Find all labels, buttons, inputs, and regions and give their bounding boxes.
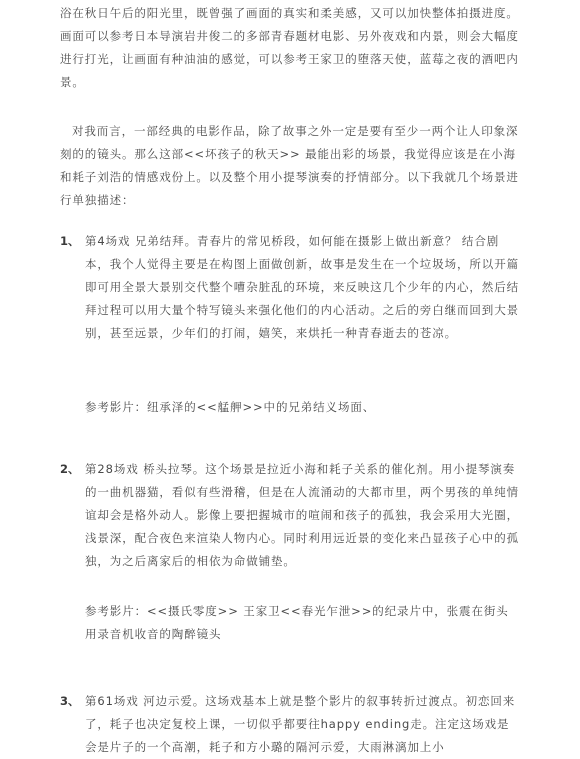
scene-reference: 参考影片：<<摄氏零度>> 王家卫<<春光乍泄>>的纪录片中，张震在街头用录音机收音的陶醉镜头 bbox=[85, 604, 509, 641]
scene-number: 3、 bbox=[60, 694, 80, 708]
opinion-paragraph: 对我而言，一部经典的电影作品，除了故事之外一定是要有至少一两个让人印象深刻的的镜头。那么这部<<坏孩子的秋天>> 最能出彩的场景，我觉得应该是在小海和耗子刘浩的情感戏份上。以及整个用小提琴演奏的抒情部分。以下我就几个场景进行单独描述： bbox=[60, 124, 519, 207]
scene-description: 第4场戏 兄弟结拜。青春片的常见桥段，如何能在摄影上做出新意？ 结合剧本，我个人觉得主要是在构图上面做创新，故事是发生在一个垃圾场，所以开篇即可用全景大景别交代整个嘈杂脏乱的环境，来反映这几个少年的内心，然后结拜过程可以用大量个特写镜头来强化他们的内心活动。之后的旁白继而回到大景别，甚至远景，少年们的打闹，嬉笑，来烘托一种青春逝去的苍凉。 bbox=[85, 234, 519, 340]
scene-number: 2、 bbox=[60, 462, 80, 476]
scene-description: 第28场戏 桥头拉琴。这个场景是拉近小海和耗子关系的催化剂。用小提琴演奏的一曲机器猫，看似有些滑稽，但是在人流涌动的大都市里，两个男孩的单纯情谊却会是格外动人。影像上要把握城市的喧闹和孩子的孤独，我会采用大光圈，浅景深，配合夜色来渲染人物内心。同时利用远近景的变化来凸显孩子心中的孤独，为之后离家后的相依为命做铺垫。 bbox=[85, 462, 519, 568]
scene-reference: 参考影片：纽承泽的<<艋舺>>中的兄弟结义场面、 bbox=[85, 400, 376, 414]
intro-paragraph: 浴在秋日午后的阳光里，既曾强了画面的真实和柔美感，又可以加快整体拍摄进度。画面可以参考日本导演岩井俊二的多部青春题材电影、另外夜戏和内景，则会大幅度进行打光，让画面有种油油的感觉，可以参考王家卫的堕落天使，蓝莓之夜的酒吧内景。 bbox=[60, 6, 519, 89]
scene-description: 第61场戏 河边示爱。这场戏基本上就是整个影片的叙事转折过渡点。初恋回来了，耗子也决定复校上课，一切似乎都要往happy ending走。注定这场戏是会是片子的一个高潮，耗子和方小璐的隔河示爱，大雨淋漓加上小 bbox=[85, 694, 516, 754]
scene-number: 1、 bbox=[60, 234, 80, 248]
